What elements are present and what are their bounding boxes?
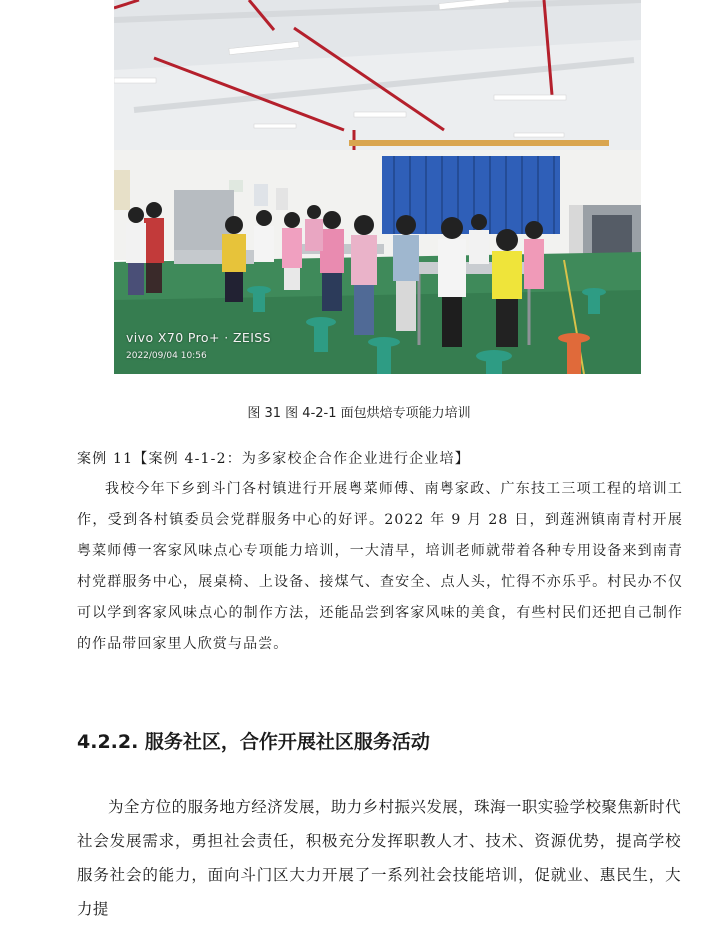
section-heading: 4.2.2. 服务社区，合作开展社区服务活动 — [77, 731, 430, 753]
figure-caption: 图 31 图 4-2-1 面包烘焙专项能力培训 — [247, 406, 471, 421]
section-paragraph: 为全方位的服务地方经济发展，助力乡村振兴发展，珠海一职实验学校聚焦新时代社会发展需求，勇担社会责任，积极充分发挥职教人才、技术、资源优势，提高学校服务社会的能力，面向斗门区大力开展了一系列社会技能培训，促就业、惠民生，大力提 — [77, 798, 681, 918]
photo-watermark-device: vivo X70 Pro+ · ZEISS — [126, 330, 271, 345]
classroom-scene — [114, 0, 641, 374]
photo-watermark-datetime: 2022/09/04 10:56 — [126, 351, 207, 361]
case-title: 案例 11【案例 4-1-2：为多家校企合作企业进行企业培】 — [77, 451, 470, 467]
training-photo — [114, 0, 641, 374]
case-paragraph: 我校今年下乡到斗门各村镇进行开展粤菜师傅、南粤家政、广东技工三项工程的培训工作，受到各村镇委员会党群服务中心的好评。2022 年 9 月 28 日，到莲洲镇南青村开展粤菜师傅一客家风味点心专项能力培训，一大清早，培训老师就带着各种专用设备来到南青村党群服务中心，展桌椅、上设备、接煤气、查安全、点人头，忙得不亦乐乎。村民办不仅可以学到客家风味点心的制作方法，还能品尝到客家风味的美食，有些村民们还把自己制作的作品带回家里人欣赏与品尝。 — [77, 481, 683, 652]
